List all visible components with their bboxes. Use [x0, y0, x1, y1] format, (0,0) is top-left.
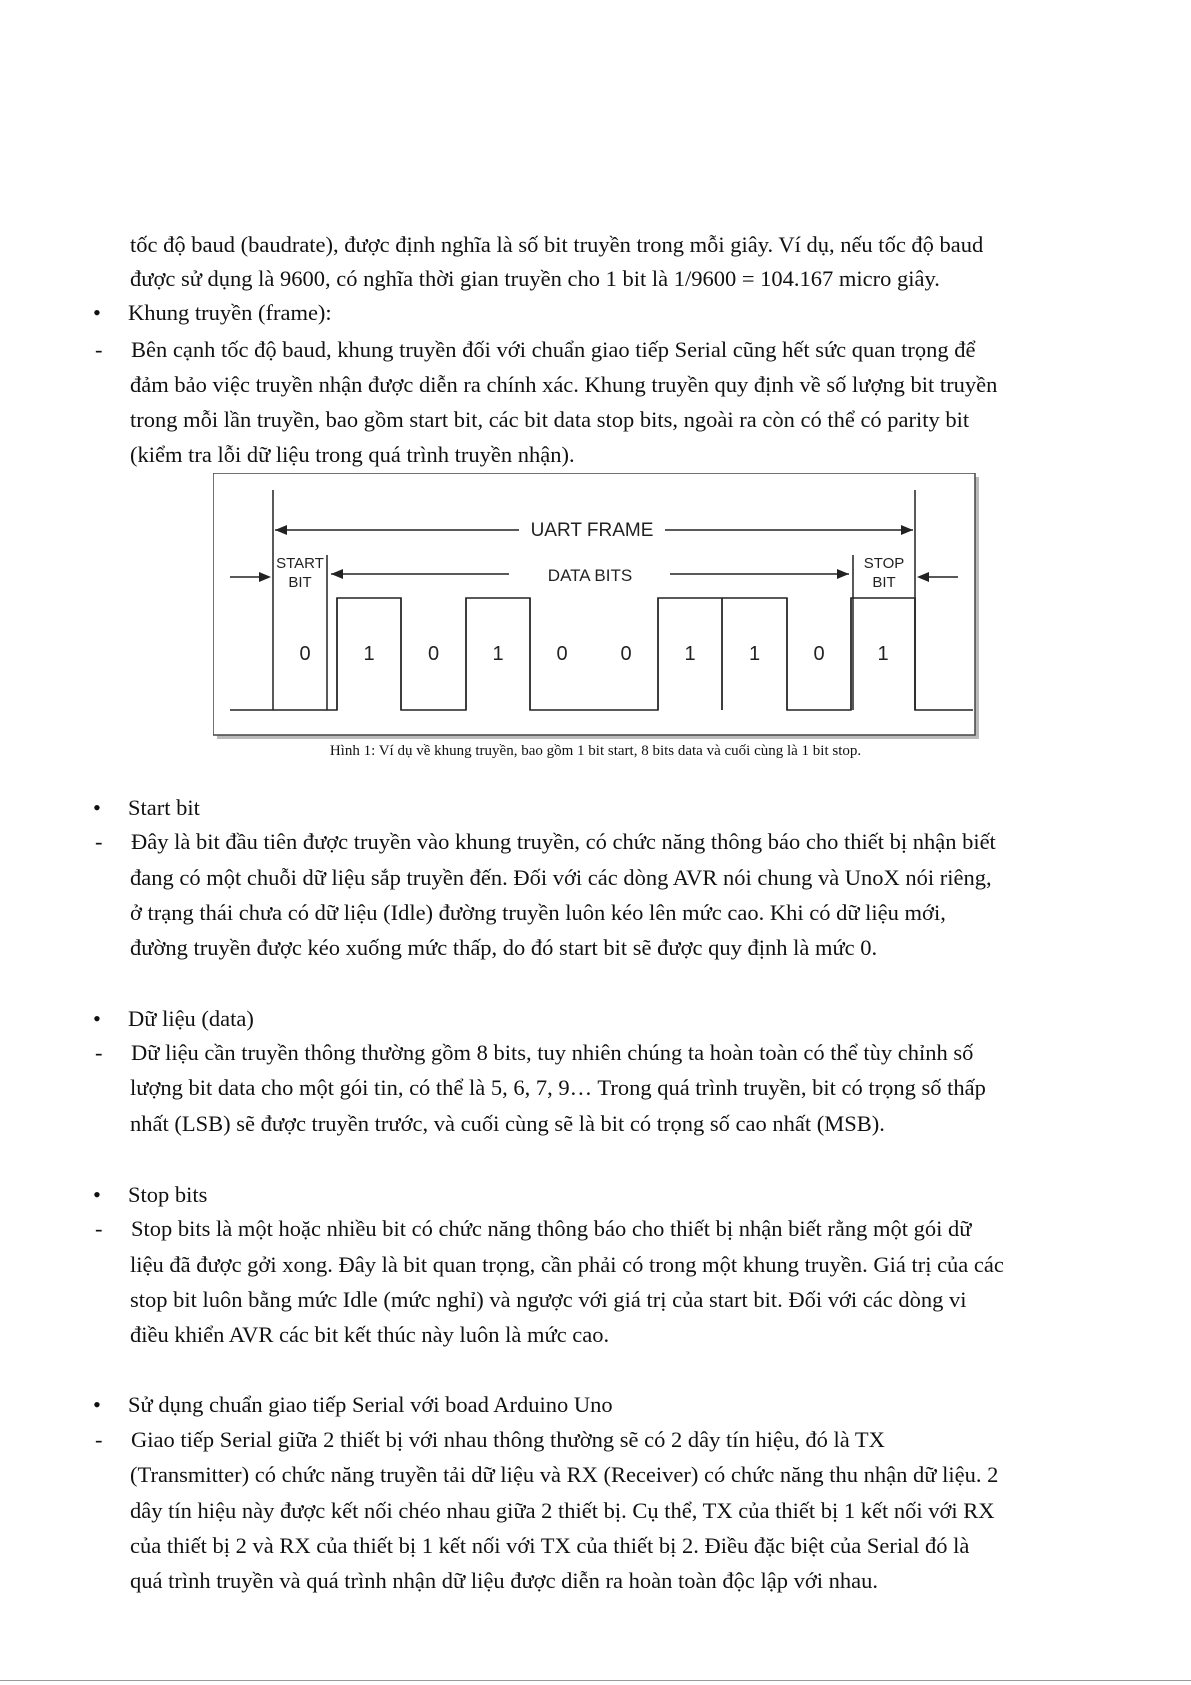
section-heading-frame: Khung truyền (frame):	[128, 300, 332, 325]
bit-value: 1	[492, 643, 504, 665]
paragraph-line: Dữ liệu cần truyền thông thường gồm 8 bits, tuy nhiên chúng ta hoàn toàn có thể tùy chỉnh số	[131, 1040, 974, 1065]
paragraph-line: stop bit luôn bằng mức Idle (mức nghỉ) và ngược với giá trị của start bit. Đối với các dòng vi	[130, 1287, 967, 1312]
bullet-marker: •	[93, 795, 101, 820]
paragraph-line: nhất (LSB) sẽ được truyền trước, và cuối cùng sẽ là bit có trọng số cao nhất (MSB).	[130, 1111, 885, 1136]
paragraph-line: Đây là bit đầu tiên được truyền vào khung truyền, có chức năng thông báo cho thiết bị nhận biết	[131, 829, 996, 854]
paragraph-line: Bên cạnh tốc độ baud, khung truyền đối với chuẩn giao tiếp Serial cũng hết sức quan trọng để	[131, 337, 976, 362]
dash-marker: -	[95, 1216, 103, 1241]
dash-marker: -	[95, 1040, 103, 1065]
figure-caption: Hình 1: Ví dụ về khung truyền, bao gồm 1 bit start, 8 bits data và cuối cùng là 1 bit stop.	[329, 743, 862, 759]
paragraph-line: trong mỗi lần truyền, bao gồm start bit, các bit data stop bits, ngoài ra còn có thể có parity bit	[130, 407, 970, 432]
paragraph-line: ở trạng thái chưa có dữ liệu (Idle) đường truyền luôn kéo lên mức cao. Khi có dữ liệu mới,	[130, 900, 946, 925]
start-bit-label-top: START	[276, 555, 324, 572]
paragraph-line: điều khiển AVR các bit kết thúc này luôn là mức cao.	[130, 1322, 610, 1347]
section-heading-start-bit: Start bit	[128, 795, 200, 820]
data-bits-label: DATA BITS	[547, 566, 633, 585]
paragraph-line: Stop bits là một hoặc nhiều bit có chức năng thông báo cho thiết bị nhận biết rằng một gói dữ	[131, 1216, 972, 1241]
paragraph-line: lượng bit data cho một gói tin, có thể là 5, 6, 7, 9… Trong quá trình truyền, bit có trọng số thấp	[130, 1075, 986, 1100]
dash-marker: -	[95, 337, 103, 362]
bit-value: 1	[877, 643, 889, 665]
bit-value: 0	[299, 643, 311, 665]
bullet-marker: •	[93, 1392, 101, 1417]
dash-marker: -	[95, 1427, 103, 1452]
bit-value: 0	[556, 643, 568, 665]
paragraph-line: đang có một chuỗi dữ liệu sắp truyền đến. Đối với các dòng AVR nói chung và UnoX nói riêng,	[130, 865, 992, 890]
paragraph-line: (Transmitter) có chức năng truyền tải dữ liệu và RX (Receiver) có chức năng thu nhận dữ liệu. 2	[130, 1462, 999, 1487]
bit-value: 1	[748, 643, 761, 665]
paragraph-line: đường truyền được kéo xuống mức thấp, do đó start bit sẽ được quy định là mức 0.	[130, 935, 878, 960]
paragraph-line: được sử dụng là 9600, có nghĩa thời gian truyền cho 1 bit là 1/9600 = 104.167 micro giây.	[130, 266, 940, 291]
bit-value: 1	[363, 643, 375, 665]
page-bottom-rule	[0, 1680, 1191, 1681]
bit-value: 0	[620, 643, 632, 665]
frame-label: UART FRAME	[530, 520, 654, 541]
start-bit-label-bottom: BIT	[288, 574, 312, 591]
uart-frame-figure	[213, 473, 981, 741]
stop-bit-label-bottom: BIT	[872, 574, 896, 591]
bullet-marker: •	[93, 300, 101, 325]
bit-value: 1	[684, 643, 696, 665]
section-heading-stop-bits: Stop bits	[128, 1182, 208, 1207]
bullet-marker: •	[93, 1182, 101, 1207]
paragraph-line: đảm bảo việc truyền nhận được diễn ra chính xác. Khung truyền quy định về số lượng bit truyền	[130, 372, 998, 397]
bullet-marker: •	[93, 1006, 101, 1031]
paragraph-line: của thiết bị 2 và RX của thiết bị 1 kết nối với TX của thiết bị 2. Điều đặc biệt của Serial đó là	[130, 1533, 970, 1558]
section-heading-arduino-uno: Sử dụng chuẩn giao tiếp Serial với boad Arduino Uno	[128, 1392, 613, 1417]
paragraph-line: liệu đã được gởi xong. Đây là bit quan trọng, cần phải có trong một khung truyền. Giá trị của các	[130, 1252, 1004, 1277]
paragraph-line: quá trình truyền và quá trình nhận dữ liệu được diễn ra hoàn toàn độc lập với nhau.	[130, 1568, 878, 1593]
paragraph-line: (kiểm tra lỗi dữ liệu trong quá trình truyền nhận).	[130, 442, 575, 467]
bit-value: 0	[813, 643, 825, 665]
paragraph-line: tốc độ baud (baudrate), được định nghĩa là số bit truyền trong mỗi giây. Ví dụ, nếu tốc độ baud	[130, 232, 984, 257]
paragraph-line: dây tín hiệu này được kết nối chéo nhau giữa 2 thiết bị. Cụ thể, TX của thiết bị 1 kết nối với RX	[130, 1498, 995, 1523]
uart-frame-diagram	[213, 473, 981, 741]
section-heading-data: Dữ liệu (data)	[128, 1006, 254, 1031]
stop-bit-label-top: STOP	[863, 555, 905, 572]
dash-marker: -	[95, 829, 103, 854]
bit-value: 0	[427, 643, 440, 665]
paragraph-line: Giao tiếp Serial giữa 2 thiết bị với nhau thông thường sẽ có 2 dây tín hiệu, đó là TX	[131, 1427, 885, 1452]
